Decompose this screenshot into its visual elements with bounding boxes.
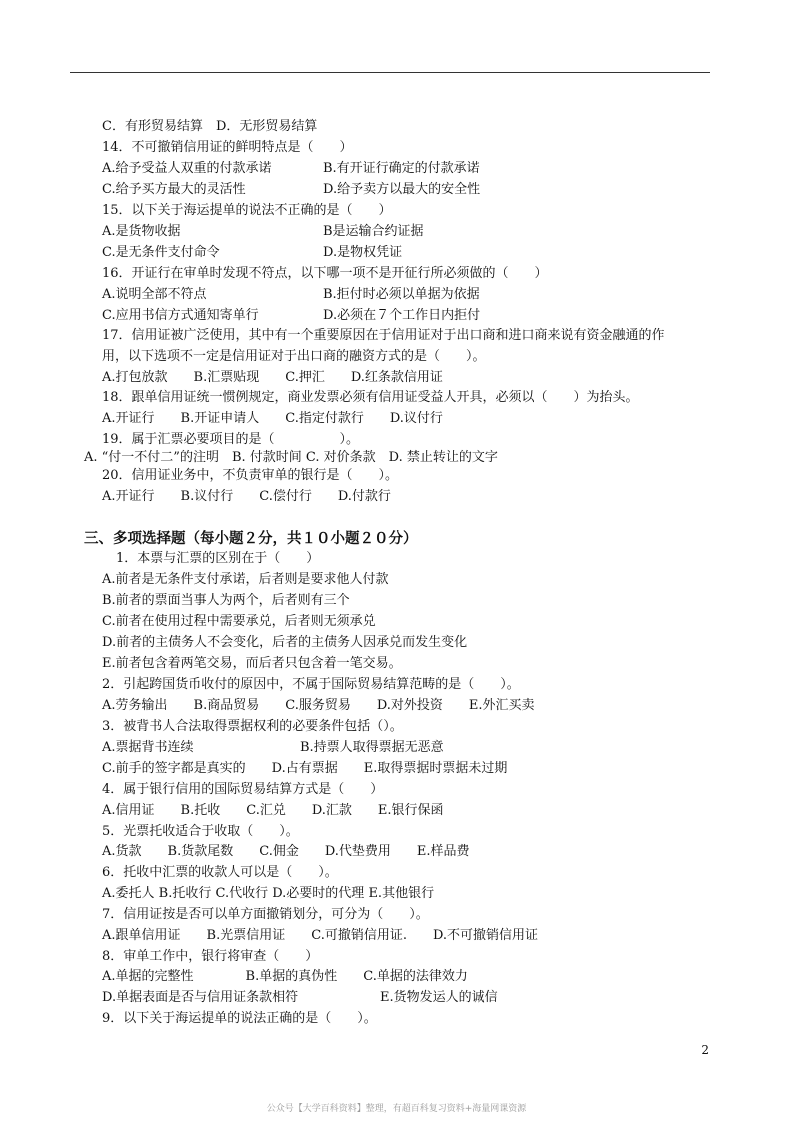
text-line: A.开证行 B.开证申请人 C.指定付款行 D.议付行: [102, 411, 443, 426]
text-line: D.前者的主债务人不会变化，后者的主债务人因承兑而发生变化: [102, 635, 468, 650]
text-line: B.前者的票面当事人为两个，后者则有三个: [102, 593, 350, 608]
text-line: 8．审单工作中，银行将审查（ ）: [102, 949, 319, 964]
text-line: A.说明全部不符点: [102, 287, 207, 302]
text-line: 用，以下选项不一定是信用证对于出口商的融资方式的是（ ）。: [102, 349, 486, 364]
text-line: A.给予受益人双重的付款承诺: [102, 161, 272, 176]
text-line: A.票据背书连续: [102, 740, 194, 755]
text-line: B.持票人取得票据无恶意: [300, 740, 444, 755]
text-line: D.必须在７个工作日内拒付: [323, 308, 481, 323]
text-line: C.应用书信方式通知寄单行: [102, 308, 259, 323]
text-line: 19．属于汇票必要项目的是（ ）。: [102, 432, 360, 447]
text-line: A.前者是无条件支付承诺，后者则是要求他人付款: [102, 572, 389, 587]
text-line: A.打包放款 B.汇票贴现 C.押汇 D.红条款信用证: [102, 370, 443, 385]
text-line: B.有开证行确定的付款承诺: [323, 161, 480, 176]
text-line: 2．引起跨国货币收付的原因中，不属于国际贸易结算范畴的是（ ）。: [102, 677, 520, 692]
text-line: 9．以下关于海运提单的说法正确的是（ ）。: [102, 1011, 377, 1026]
text-line: A.信用证 B.托收 C.汇兑 D.汇款 E.银行保函: [102, 803, 444, 818]
header-rule: [70, 72, 710, 73]
section-heading: 三、多项选择题（每小题２分，共１０小题２０分）: [84, 531, 418, 547]
text-line: 6．托收中汇票的收款人可以是（ ）。: [102, 865, 338, 880]
text-line: 1．本票与汇票的区别在于（ ）: [116, 551, 320, 566]
text-line: 14．不可撤销信用证的鲜明特点是（ ）: [102, 140, 353, 155]
text-line: 7．信用证按是否可以单方面撤销划分，可分为（ ）。: [102, 907, 429, 922]
text-line: C.给予买方最大的灵活性: [102, 182, 246, 197]
text-line: D.单据表面是否与信用证条款相符: [102, 990, 299, 1005]
text-line: A.开证行 B.议付行 C.偿付行 D.付款行: [102, 489, 391, 504]
page-number: 2: [701, 1043, 709, 1057]
text-line: B.拒付时必须以单据为依据: [323, 287, 480, 302]
text-line: 4．属于银行信用的国际贸易结算方式是（ ）: [102, 782, 384, 797]
text-line: 5．光票托收适合于收取（ ）。: [102, 824, 299, 839]
text-line: E.货物发运人的诚信: [380, 990, 498, 1005]
text-line: B是运输合约证据: [323, 224, 424, 239]
text-line: E.前者包含着两笔交易，而后者只包含着一笔交易。: [102, 656, 402, 671]
text-line: A. “付一不付二”的注明 B. 付款时间 C. 对价条款 D. 禁止转让的文字: [84, 450, 498, 465]
text-line: 3．被背书人合法取得票据权利的必要条件包括（）。: [102, 719, 403, 734]
text-line: A.劳务输出 B.商品贸易 C.服务贸易 D.对外投资 E.外汇买卖: [102, 698, 535, 713]
text-line: A.货款 B.货款尾数 C.佣金 D.代垫费用 E.样品费: [102, 844, 470, 859]
text-line: 20．信用证业务中，不负责审单的银行是（ ）。: [102, 468, 399, 483]
footer-note: 公众号【大学百科资料】整理，有超百科复习资料+海量网课资源: [266, 1104, 527, 1114]
text-line: C.前手的签字都是真实的 D.占有票据 E.取得票据时票据未过期: [102, 761, 508, 776]
text-line: 18．跟单信用证统一惯例规定，商业发票必须有信用证受益人开具，必须以（ ）为抬头。: [102, 390, 639, 405]
text-line: 16．开证行在审单时发现不符点，以下哪一项不是开征行所必须做的（ ）: [102, 266, 548, 281]
text-line: A.跟单信用证 B.光票信用证 C.可撤销信用证. D.不可撤销信用证: [102, 928, 539, 943]
text-line: 17．信用证被广泛使用，其中有一个重要原因在于信用证对于出口商和进口商来说有资金融通的作: [102, 328, 665, 343]
text-line: 15．以下关于海运提单的说法不正确的是（ ）: [102, 203, 392, 218]
text-line: A.单据的完整性 B.单据的真伪性 C.单据的法律效力: [102, 969, 468, 984]
text-line: A.是货物收据: [102, 224, 181, 239]
text-line: A.委托人 B.托收行 C.代收行 D.必要时的代理 E.其他银行: [102, 886, 435, 901]
text-line: C.是无条件支付命令: [102, 245, 220, 260]
text-line: C．有形贸易结算 D．无形贸易结算: [102, 119, 318, 134]
text-line: D.给予卖方以最大的安全性: [323, 182, 481, 197]
text-line: C.前者在使用过程中需要承兑，后者则无须承兑: [102, 614, 376, 629]
text-line: D.是物权凭证: [323, 245, 403, 260]
